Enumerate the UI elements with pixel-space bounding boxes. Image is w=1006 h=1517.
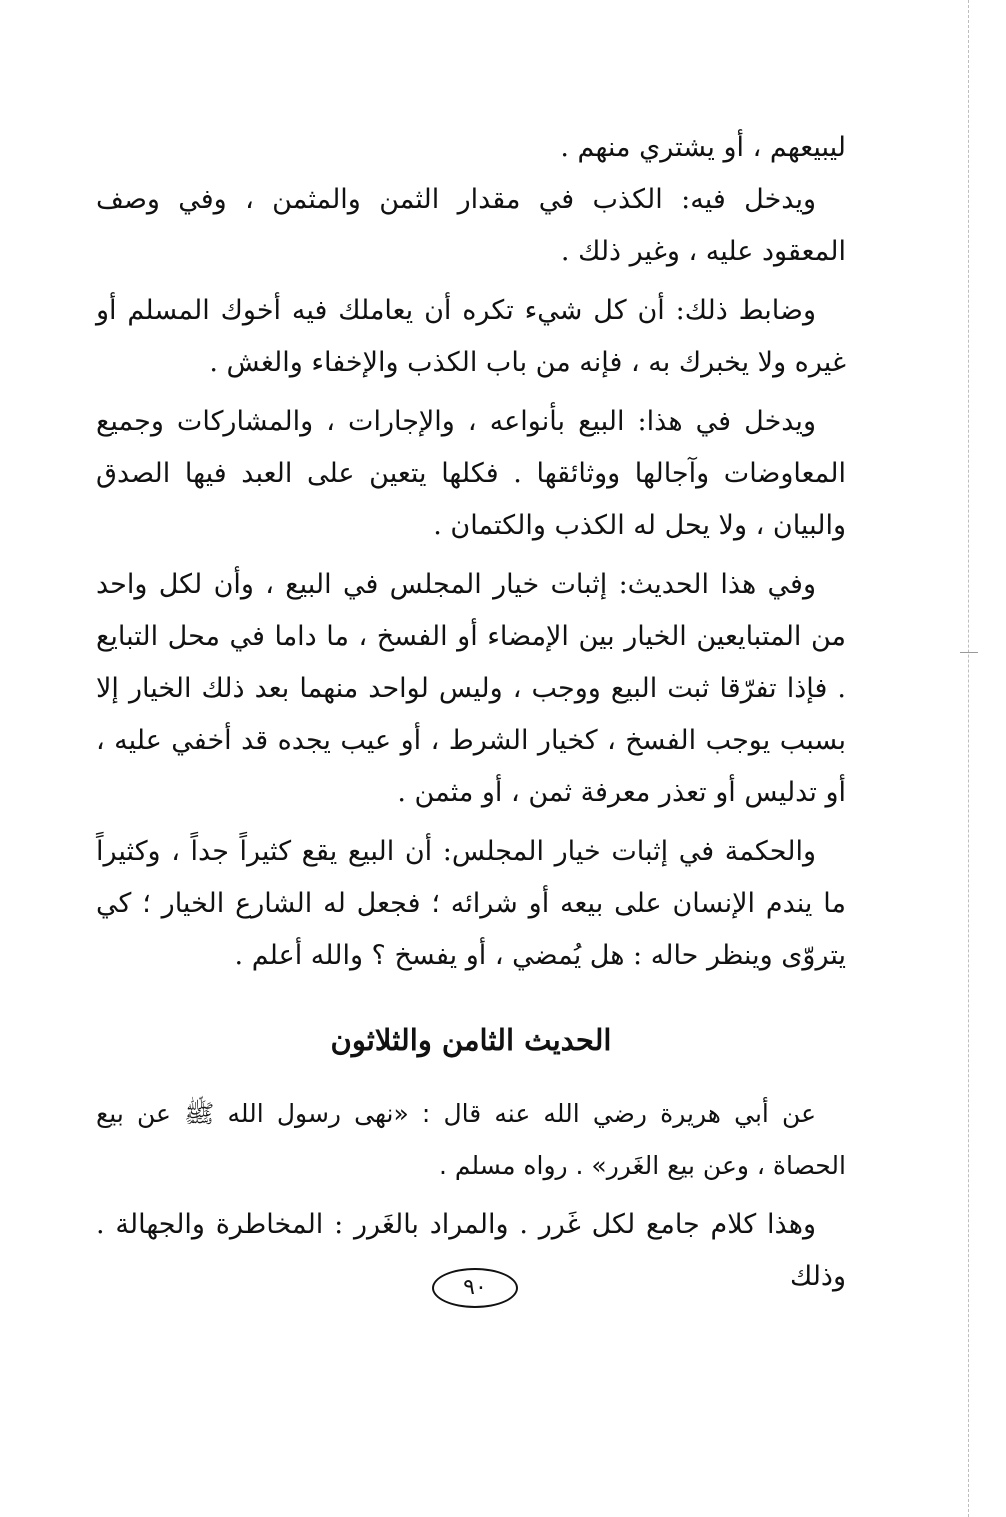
paragraph: ويدخل فيه: الكذب في مقدار الثمن والمثمن ، وفي وصف المعقود عليه ، وغير ذلك . [96,184,846,267]
section-heading: الحديث الثامن والثلاثون [330,1023,612,1057]
paragraph: وضابط ذلك: أن كل شيء تكره أن يعاملك فيه أخوك المسلم أو غيره ولا يخبرك به ، فإنه من باب الكذب والإخفاء والغش . [96,295,846,378]
paragraph: ويدخل في هذا: البيع بأنواعه ، والإجارات ، والمشاركات وجميع المعاوضات وآجالها ووثائقها . فكلها يتعين على العبد فيها الصدق والبيان ، ولا يحل له الكذب والكتمان . [96,406,846,541]
page-text [96,122,846,1310]
hadith-text: عن أبي هريرة رضي الله عنه قال : «نهى رسول الله ﷺ عن بيع الحصاة ، وعن بيع الغَرر» . رواه مسلم . [96,1099,846,1180]
paragraph-continuation: ليبيعهم ، أو يشتري منهم . [560,132,846,163]
page-number: ٩٠ [463,1275,487,1300]
scan-edge-line [968,0,969,1517]
page-number-oval [432,1268,518,1308]
paragraph: وفي هذا الحديث: إثبات خيار المجلس في البيع ، وأن لكل واحد من المتبايعين الخيار بين الإمضاء أو الفسخ ، ما داما في محل التبايع . فإذا تفرّقا ثبت البيع ووجب ، وليس لواحد منهما بعد ذلك الخيار إلا بسبب يوجب الفسخ ، كخيار الشرط ، أو عيب يجده قد أخفي عليه ، أو تدليس أو تعذر معرفة ثمن ، أو مثمن . [96,569,846,808]
paragraph: والحكمة في إثبات خيار المجلس: أن البيع يقع كثيراً جداً ، وكثيراً ما يندم الإنسان على بيعه أو شرائه ؛ فجعل له الشارع الخيار ؛ كي يتروّى وينظر حاله : هل يُمضي ، أو يفسخ ؟ والله أعلم . [96,836,846,971]
scan-edge-tick [960,652,978,653]
paragraph: وهذا كلام جامع لكل غَرر . والمراد بالغَرر : المخاطرة والجهالة . وذلك [96,1209,846,1292]
